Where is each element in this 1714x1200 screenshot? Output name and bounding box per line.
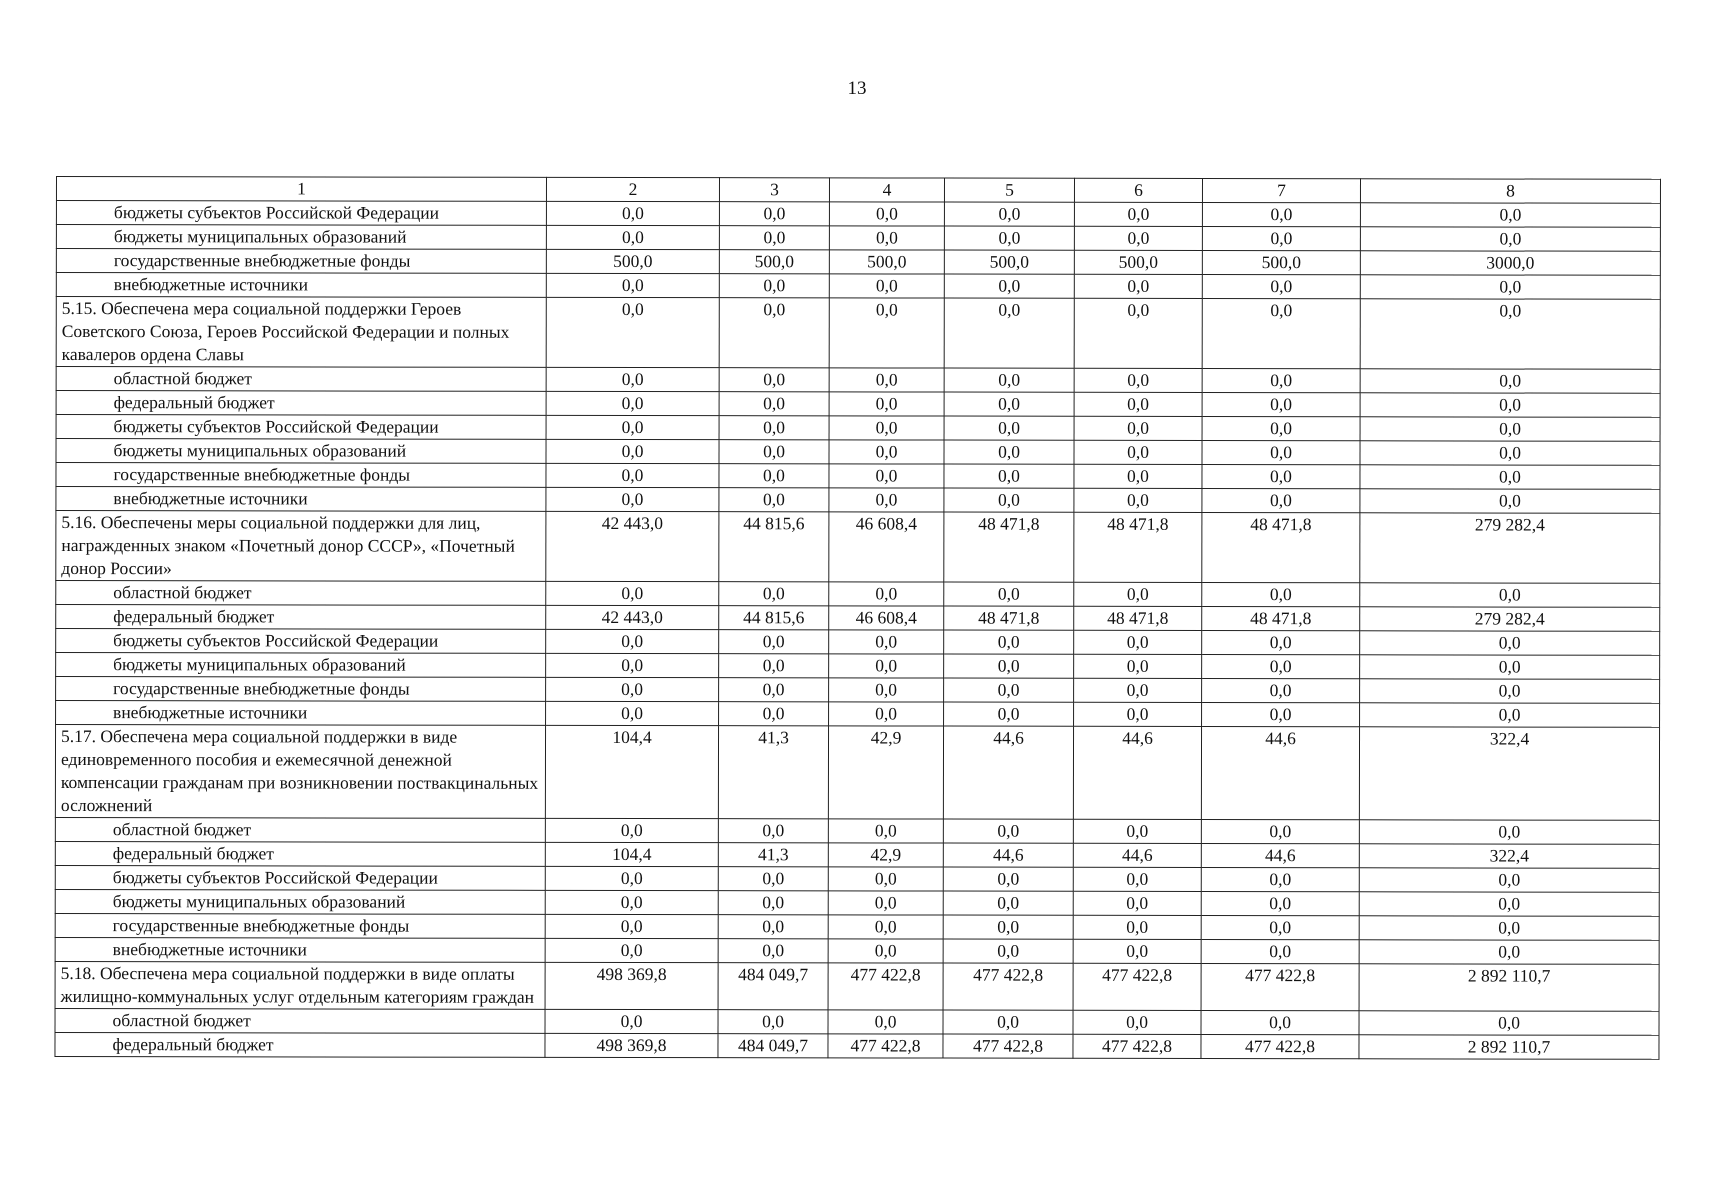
value-cell: 0,0 (546, 391, 719, 415)
value-cell: 42,9 (828, 843, 943, 867)
value-cell: 42,9 (828, 726, 943, 819)
value-cell: 477 422,8 (828, 1034, 943, 1058)
table-row (56, 581, 1660, 608)
value-cell: 0,0 (1360, 703, 1660, 728)
value-cell: 0,0 (1201, 867, 1359, 891)
value-cell: 0,0 (944, 654, 1074, 678)
value-cell: 0,0 (1201, 1010, 1359, 1034)
value-cell: 0,0 (545, 866, 718, 890)
value-cell: 0,0 (828, 867, 943, 891)
source-label: государственные внебюджетные фонды (55, 913, 545, 938)
value-cell: 500,0 (1074, 250, 1202, 274)
value-cell: 0,0 (829, 582, 944, 606)
value-cell: 0,0 (546, 653, 719, 677)
value-cell: 500,0 (1202, 251, 1360, 275)
page-number: 13 (847, 78, 867, 99)
value-cell: 0,0 (1074, 654, 1202, 678)
table-row (55, 1008, 1659, 1035)
value-cell: 279 282,4 (1360, 513, 1660, 584)
value-cell: 0,0 (546, 273, 719, 297)
value-cell: 0,0 (944, 298, 1074, 368)
value-cell: 44,6 (1201, 844, 1359, 868)
table-row (56, 605, 1660, 632)
value-cell: 0,0 (1359, 820, 1659, 845)
value-cell: 0,0 (1073, 819, 1201, 843)
value-cell: 0,0 (1360, 393, 1660, 418)
value-cell: 0,0 (1074, 630, 1202, 654)
measure-row (56, 511, 1660, 584)
value-cell: 0,0 (944, 392, 1074, 416)
value-cell: 0,0 (1074, 416, 1202, 440)
table-row (55, 865, 1659, 892)
value-cell: 0,0 (1074, 274, 1202, 298)
value-cell: 46 608,4 (829, 512, 944, 582)
value-cell: 0,0 (829, 416, 944, 440)
value-cell: 0,0 (1360, 631, 1660, 656)
source-label: бюджеты субъектов Российской Федерации (56, 415, 546, 440)
value-cell: 0,0 (718, 867, 828, 891)
value-cell: 0,0 (944, 678, 1074, 702)
value-cell: 0,0 (828, 1010, 943, 1034)
table-row (56, 487, 1660, 514)
value-cell: 44,6 (943, 726, 1073, 819)
value-cell: 484 049,7 (718, 1034, 828, 1058)
value-cell: 48 471,8 (944, 606, 1074, 630)
value-cell: 0,0 (944, 582, 1074, 606)
value-cell: 0,0 (1073, 939, 1201, 963)
table-row (56, 463, 1660, 490)
value-cell: 0,0 (719, 630, 829, 654)
value-cell: 0,0 (1202, 583, 1360, 607)
value-cell: 0,0 (1202, 465, 1360, 489)
value-cell: 0,0 (546, 463, 719, 487)
value-cell: 484 049,7 (718, 963, 828, 1010)
value-cell: 0,0 (718, 939, 828, 963)
value-cell: 44,6 (1201, 727, 1359, 820)
value-cell: 0,0 (1073, 915, 1201, 939)
value-cell: 44,6 (943, 843, 1073, 867)
value-cell: 0,0 (1074, 488, 1202, 512)
value-cell: 500,0 (719, 250, 829, 274)
value-cell: 0,0 (719, 368, 829, 392)
value-cell: 0,0 (546, 439, 719, 463)
value-cell: 0,0 (944, 226, 1074, 250)
column-number-4: 4 (829, 178, 944, 202)
value-cell: 0,0 (1360, 679, 1660, 704)
table-row (56, 439, 1660, 466)
source-label: бюджеты субъектов Российской Федерации (56, 629, 546, 654)
value-cell: 0,0 (719, 582, 829, 606)
value-cell: 498 369,8 (545, 1033, 718, 1057)
table-header-row (56, 177, 1660, 204)
value-cell: 0,0 (1201, 820, 1359, 844)
value-cell: 0,0 (1360, 655, 1660, 680)
table-row (56, 201, 1660, 228)
table-row (56, 249, 1660, 276)
value-cell: 0,0 (1074, 368, 1202, 392)
measure-row (55, 961, 1659, 1011)
measure-title: 5.18. Обеспечена мера социальной поддержки в виде оплаты жилищно-коммунальных услуг отдельным категориям граждан (55, 961, 545, 1009)
source-label: бюджеты субъектов Российской Федерации (56, 201, 546, 226)
value-cell: 0,0 (1074, 464, 1202, 488)
value-cell: 0,0 (719, 488, 829, 512)
value-cell: 0,0 (944, 702, 1074, 726)
value-cell: 42 443,0 (546, 511, 719, 581)
table-row (56, 415, 1660, 442)
value-cell: 0,0 (1074, 678, 1202, 702)
value-cell: 477 422,8 (1201, 1034, 1359, 1058)
table-row (56, 629, 1660, 656)
table-row (56, 225, 1660, 252)
value-cell: 0,0 (1360, 275, 1660, 300)
source-label: государственные внебюджетные фонды (56, 249, 546, 274)
value-cell: 0,0 (719, 440, 829, 464)
source-label: государственные внебюджетные фонды (56, 677, 546, 702)
value-cell: 0,0 (944, 368, 1074, 392)
source-label: федеральный бюджет (56, 391, 546, 416)
value-cell: 0,0 (546, 487, 719, 511)
value-cell: 0,0 (545, 1009, 718, 1033)
value-cell: 0,0 (829, 368, 944, 392)
value-cell: 0,0 (545, 938, 718, 962)
table-row (56, 273, 1660, 300)
value-cell: 0,0 (546, 677, 719, 701)
value-cell: 0,0 (829, 464, 944, 488)
table-row (55, 841, 1659, 868)
value-cell: 322,4 (1359, 844, 1659, 869)
value-cell: 0,0 (546, 367, 719, 391)
value-cell: 0,0 (828, 915, 943, 939)
table-row (56, 653, 1660, 680)
value-cell: 0,0 (719, 678, 829, 702)
column-number-7: 7 (1202, 179, 1360, 203)
table-row (55, 913, 1659, 940)
value-cell: 42 443,0 (546, 605, 719, 629)
value-cell: 0,0 (944, 274, 1074, 298)
source-label: федеральный бюджет (55, 1032, 545, 1057)
source-label: бюджеты муниципальных образований (56, 439, 546, 464)
value-cell: 0,0 (829, 274, 944, 298)
source-label: внебюджетные источники (55, 937, 545, 962)
source-label: областной бюджет (56, 367, 546, 392)
value-cell: 0,0 (829, 226, 944, 250)
value-cell: 0,0 (1202, 679, 1360, 703)
value-cell: 0,0 (718, 915, 828, 939)
value-cell: 0,0 (719, 702, 829, 726)
value-cell: 477 422,8 (828, 963, 943, 1010)
value-cell: 0,0 (944, 488, 1074, 512)
value-cell: 0,0 (829, 202, 944, 226)
value-cell: 0,0 (545, 890, 718, 914)
value-cell: 0,0 (546, 297, 719, 367)
value-cell: 0,0 (1202, 703, 1360, 727)
value-cell: 0,0 (944, 202, 1074, 226)
table-row (55, 1032, 1659, 1059)
budget-table (54, 176, 1661, 1060)
value-cell: 44,6 (1073, 843, 1201, 867)
value-cell: 0,0 (719, 202, 829, 226)
value-cell: 0,0 (829, 440, 944, 464)
value-cell: 0,0 (943, 939, 1073, 963)
value-cell: 0,0 (1202, 369, 1360, 393)
value-cell: 0,0 (545, 818, 718, 842)
value-cell: 0,0 (1202, 203, 1360, 227)
value-cell: 500,0 (829, 250, 944, 274)
column-number-8: 8 (1360, 179, 1660, 204)
source-label: областной бюджет (56, 581, 546, 606)
value-cell: 0,0 (943, 1010, 1073, 1034)
value-cell: 0,0 (1202, 441, 1360, 465)
value-cell: 0,0 (829, 298, 944, 368)
table-row (56, 677, 1660, 704)
value-cell: 0,0 (1073, 891, 1201, 915)
value-cell: 0,0 (1202, 393, 1360, 417)
value-cell: 0,0 (828, 891, 943, 915)
value-cell: 0,0 (719, 464, 829, 488)
value-cell: 0,0 (944, 464, 1074, 488)
value-cell: 0,0 (829, 654, 944, 678)
value-cell: 477 422,8 (1073, 1034, 1201, 1058)
value-cell: 0,0 (1202, 631, 1360, 655)
value-cell: 0,0 (1360, 417, 1660, 442)
value-cell: 0,0 (1202, 275, 1360, 299)
source-label: бюджеты муниципальных образований (55, 889, 545, 914)
value-cell: 0,0 (1360, 227, 1660, 252)
value-cell: 104,4 (545, 725, 718, 818)
value-cell: 0,0 (1202, 655, 1360, 679)
measure-row (55, 725, 1659, 821)
source-label: внебюджетные источники (56, 273, 546, 298)
source-label: внебюджетные источники (56, 701, 546, 726)
value-cell: 0,0 (718, 1010, 828, 1034)
table-row (55, 817, 1659, 844)
value-cell: 0,0 (719, 226, 829, 250)
value-cell: 0,0 (719, 274, 829, 298)
column-number-6: 6 (1074, 178, 1202, 202)
value-cell: 500,0 (546, 249, 719, 273)
value-cell: 0,0 (943, 891, 1073, 915)
value-cell: 0,0 (944, 440, 1074, 464)
source-label: бюджеты субъектов Российской Федерации (55, 865, 545, 890)
source-label: федеральный бюджет (55, 841, 545, 866)
value-cell: 0,0 (1360, 583, 1660, 608)
measure-title: 5.17. Обеспечена мера социальной поддержки в виде единовременного пособия и ежемесячной денежной компенсации гражданам при возникновении поствакцинальных осложнений (55, 725, 545, 819)
column-number-2: 2 (546, 177, 719, 201)
source-label: бюджеты муниципальных образований (56, 225, 546, 250)
value-cell: 0,0 (1360, 489, 1660, 514)
value-cell: 0,0 (943, 915, 1073, 939)
value-cell: 0,0 (1359, 940, 1659, 965)
source-label: федеральный бюджет (56, 605, 546, 630)
value-cell: 48 471,8 (1074, 512, 1202, 582)
value-cell: 0,0 (828, 939, 943, 963)
value-cell: 0,0 (1074, 582, 1202, 606)
measure-title: 5.16. Обеспечены меры социальной поддержки для лиц, награжденных знаком «Почетный донор СССР», «Почетный донор России» (56, 511, 546, 582)
value-cell: 0,0 (1360, 465, 1660, 490)
value-cell: 0,0 (1201, 915, 1359, 939)
value-cell: 0,0 (1360, 299, 1660, 370)
value-cell: 0,0 (1074, 440, 1202, 464)
value-cell: 0,0 (1360, 441, 1660, 466)
table-row (55, 937, 1659, 964)
source-label: областной бюджет (55, 1008, 545, 1033)
value-cell: 0,0 (1074, 202, 1202, 226)
value-cell: 41,3 (718, 726, 828, 819)
value-cell: 0,0 (829, 488, 944, 512)
value-cell: 0,0 (1202, 299, 1360, 369)
value-cell: 44 815,6 (719, 606, 829, 630)
value-cell: 477 422,8 (1201, 963, 1359, 1010)
value-cell: 322,4 (1359, 727, 1659, 821)
value-cell: 0,0 (829, 630, 944, 654)
value-cell: 0,0 (1359, 868, 1659, 893)
value-cell: 0,0 (546, 415, 719, 439)
value-cell: 46 608,4 (829, 606, 944, 630)
value-cell: 0,0 (1074, 226, 1202, 250)
value-cell: 0,0 (1202, 489, 1360, 513)
value-cell: 477 422,8 (943, 963, 1073, 1010)
source-label: бюджеты муниципальных образований (56, 653, 546, 678)
value-cell: 0,0 (546, 225, 719, 249)
value-cell: 279 282,4 (1360, 607, 1660, 632)
value-cell: 0,0 (1074, 298, 1202, 368)
measure-row (56, 297, 1660, 370)
value-cell: 3000,0 (1360, 251, 1660, 276)
value-cell: 0,0 (1201, 891, 1359, 915)
measure-title: 5.15. Обеспечена мера социальной поддержки Героев Советского Союза, Героев Российской Федерации и полных кавалеров ордена Славы (56, 297, 546, 368)
value-cell: 0,0 (719, 392, 829, 416)
value-cell: 2 892 110,7 (1359, 964, 1659, 1012)
column-number-5: 5 (944, 178, 1074, 202)
value-cell: 0,0 (829, 702, 944, 726)
value-cell: 0,0 (944, 416, 1074, 440)
value-cell: 0,0 (1202, 417, 1360, 441)
value-cell: 0,0 (944, 630, 1074, 654)
value-cell: 498 369,8 (545, 962, 718, 1009)
value-cell: 0,0 (1073, 867, 1201, 891)
value-cell: 0,0 (718, 891, 828, 915)
value-cell: 500,0 (944, 250, 1074, 274)
value-cell: 0,0 (546, 629, 719, 653)
value-cell: 0,0 (1074, 392, 1202, 416)
value-cell: 0,0 (1073, 1010, 1201, 1034)
value-cell: 41,3 (718, 843, 828, 867)
value-cell: 0,0 (1202, 227, 1360, 251)
value-cell: 48 471,8 (1202, 513, 1360, 583)
value-cell: 0,0 (719, 298, 829, 368)
value-cell: 44 815,6 (719, 512, 829, 582)
value-cell: 0,0 (545, 914, 718, 938)
value-cell: 0,0 (1360, 369, 1660, 394)
value-cell: 44,6 (1073, 726, 1201, 819)
value-cell: 0,0 (718, 819, 828, 843)
value-cell: 0,0 (1201, 939, 1359, 963)
value-cell: 0,0 (546, 701, 719, 725)
value-cell: 2 892 110,7 (1359, 1035, 1659, 1060)
column-number-3: 3 (719, 178, 829, 202)
table-row (55, 889, 1659, 916)
value-cell: 0,0 (829, 678, 944, 702)
value-cell: 0,0 (546, 581, 719, 605)
value-cell: 0,0 (943, 819, 1073, 843)
table-row (56, 701, 1660, 728)
source-label: внебюджетные источники (56, 487, 546, 512)
value-cell: 0,0 (943, 867, 1073, 891)
value-cell: 477 422,8 (1073, 963, 1201, 1010)
value-cell: 0,0 (1359, 916, 1659, 941)
value-cell: 0,0 (1359, 1011, 1659, 1036)
source-label: областной бюджет (55, 817, 545, 842)
value-cell: 0,0 (828, 819, 943, 843)
table-row (56, 367, 1660, 394)
value-cell: 477 422,8 (943, 1034, 1073, 1058)
value-cell: 0,0 (719, 654, 829, 678)
value-cell: 48 471,8 (944, 512, 1074, 582)
value-cell: 0,0 (829, 392, 944, 416)
value-cell: 104,4 (545, 842, 718, 866)
value-cell: 0,0 (1074, 702, 1202, 726)
source-label: государственные внебюджетные фонды (56, 463, 546, 488)
table-row (56, 391, 1660, 418)
value-cell: 48 471,8 (1202, 607, 1360, 631)
value-cell: 0,0 (719, 416, 829, 440)
value-cell: 0,0 (546, 201, 719, 225)
value-cell: 0,0 (1360, 203, 1660, 228)
value-cell: 0,0 (1359, 892, 1659, 917)
column-number-1: 1 (56, 177, 546, 202)
value-cell: 48 471,8 (1074, 606, 1202, 630)
